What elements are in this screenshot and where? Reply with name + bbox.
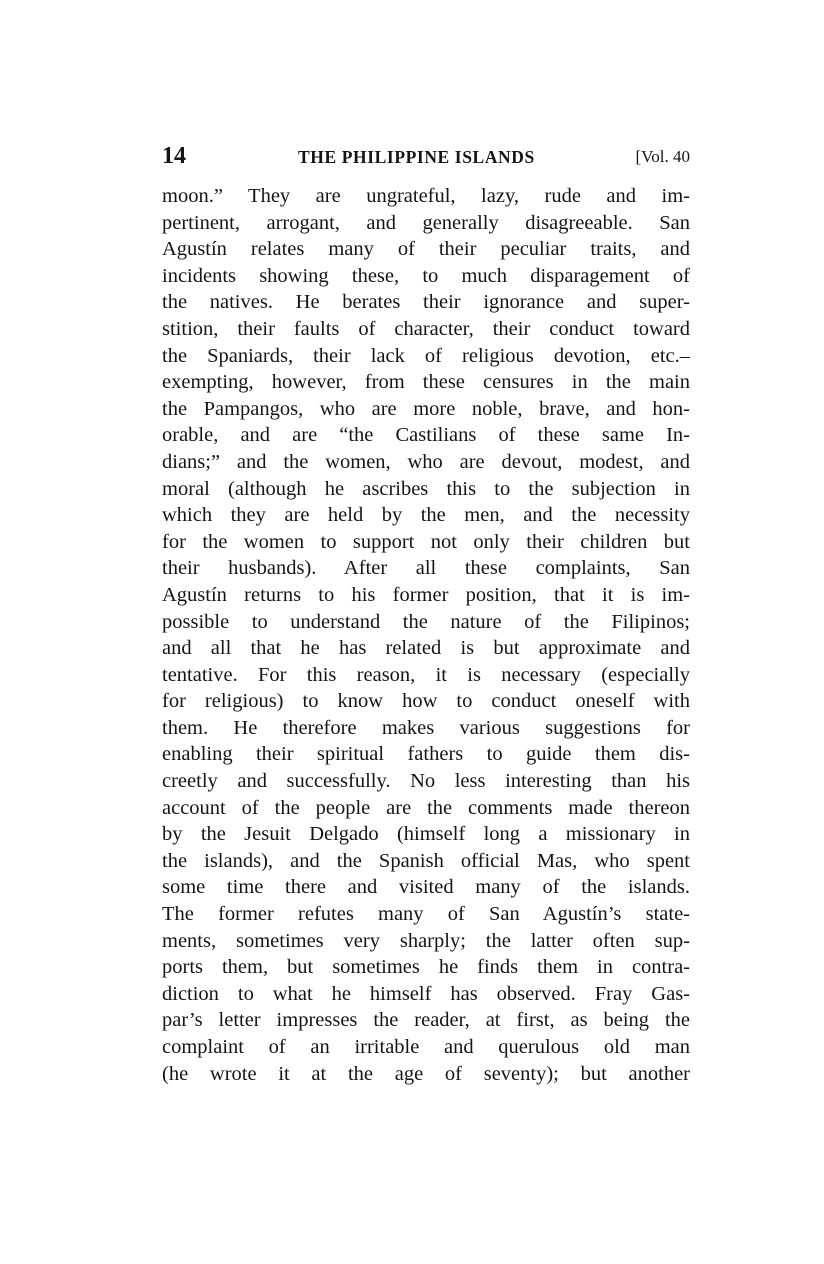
text-line: for the women to support not only their children but <box>162 530 690 553</box>
text-line: moral (although he ascribes this to the subjection in <box>162 477 690 500</box>
running-head <box>162 141 690 171</box>
text-line: dians;” and the women, who are devout, modest, and <box>162 450 690 473</box>
text-line: complaint of an irritable and querulous old man <box>162 1036 690 1058</box>
text-line: account of the people are the comments made thereon <box>162 796 690 819</box>
text-line: par’s letter impresses the reader, at first, as being the <box>162 1009 690 1032</box>
text-line: (he wrote it at the age of seventy); but another <box>162 1062 690 1085</box>
text-line: enabling their spiritual fathers to guide them dis- <box>162 743 690 766</box>
text-line: exempting, however, from these censures in the main <box>162 371 690 394</box>
text-line: creetly and successfully. No less interesting than his <box>162 770 690 793</box>
book-title: THE PHILIPPINE ISLANDS <box>298 147 535 167</box>
text-line: moon.” They are ungrateful, lazy, rude and im- <box>162 185 690 207</box>
text-line: the Spaniards, their lack of religious devotion, etc.– <box>162 344 690 367</box>
text-line: The former refutes many of San Agustín’s state- <box>162 903 690 926</box>
text-line: pertinent, arrogant, and generally disagreeable. San <box>162 211 690 234</box>
volume-label: [Vol. 40 <box>635 147 690 166</box>
text-line: some time there and visited many of the islands. <box>162 876 690 899</box>
text-line: and all that he has related is but approximate and <box>162 637 690 660</box>
text-line: orable, and are “the Castilians of these same In- <box>162 424 690 447</box>
text-line: Agustín relates many of their peculiar traits, and <box>162 238 690 261</box>
text-line: the islands), and the Spanish official Mas, who spent <box>162 849 690 872</box>
text-line: the Pampangos, who are more noble, brave, and hon- <box>162 397 690 420</box>
text-line: stition, their faults of character, their conduct toward <box>162 317 690 340</box>
page-number: 14 <box>162 143 186 169</box>
text-line: tentative. For this reason, it is necessary (especially <box>162 663 690 686</box>
text-line: possible to understand the nature of the Filipinos; <box>162 610 690 633</box>
text-line: incidents showing these, to much disparagement of <box>162 264 690 287</box>
text-line: by the Jesuit Delgado (himself long a missionary in <box>162 823 690 846</box>
text-line: which they are held by the men, and the necessity <box>162 504 690 527</box>
text-line: ports them, but sometimes he finds them in contra- <box>162 956 690 979</box>
text-line: Agustín returns to his former position, that it is im- <box>162 583 690 606</box>
text-line: them. He therefore makes various suggestions for <box>162 716 690 739</box>
body-text <box>162 183 690 1087</box>
text-line: the natives. He berates their ignorance and super- <box>162 291 690 314</box>
text-line: ments, sometimes very sharply; the latter often sup- <box>162 929 690 952</box>
text-line: diction to what he himself has observed. Fray Gas- <box>162 982 690 1005</box>
text-line: for religious) to know how to conduct oneself with <box>162 690 690 713</box>
text-line: their husbands). After all these complaints, San <box>162 557 690 580</box>
